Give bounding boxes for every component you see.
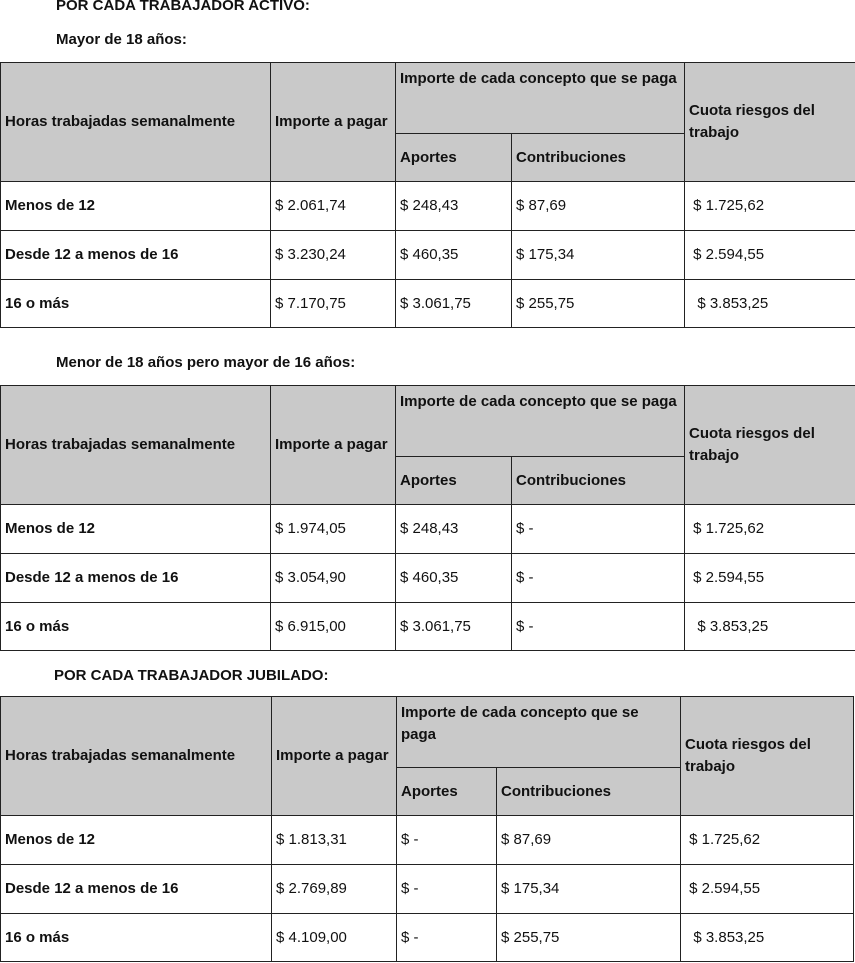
amount-cell: $ 3.054,90 [271,554,396,603]
header-amount: Importe a pagar [271,63,396,182]
header-aportes: Aportes [396,457,512,505]
aportes-cell: $ 3.061,75 [396,280,512,328]
riesgo-cell: $ 3.853,25 [685,603,855,651]
fee-table-menor-18 [0,385,855,651]
table-row [1,554,855,603]
header-contribuciones: Contribuciones [512,134,685,182]
table-row [1,182,855,231]
table-row [1,231,855,280]
contribuciones-cell: $ - [512,554,685,603]
contribuciones-cell: $ 87,69 [497,816,681,865]
header-hours: Horas trabajadas semanalmente [1,386,271,505]
row-label: 16 o más [1,914,272,962]
contribuciones-cell: $ 87,69 [512,182,685,231]
riesgo-cell: $ 1.725,62 [685,182,855,231]
amount-cell: $ 6.915,00 [271,603,396,651]
header-concept: Importe de cada concepto que se paga [396,63,685,134]
header-riesgo: Cuota riesgos del trabajo [681,697,854,816]
contribuciones-cell: $ - [512,603,685,651]
header-aportes: Aportes [397,768,497,816]
riesgo-cell: $ 2.594,55 [685,231,855,280]
riesgo-cell: $ 2.594,55 [685,554,855,603]
section-title-jubilado: POR CADA TRABAJADOR JUBILADO: [54,667,329,684]
row-label: Menos de 12 [1,182,271,231]
aportes-cell: $ 460,35 [396,231,512,280]
table-row [1,280,855,328]
table-row [1,505,855,554]
header-contribuciones: Contribuciones [512,457,685,505]
aportes-cell: $ 248,43 [396,505,512,554]
fee-table-mayor-18 [0,62,855,328]
aportes-cell: $ 3.061,75 [396,603,512,651]
subtitle-mayor-18: Mayor de 18 años: [56,31,187,48]
table-row [1,816,854,865]
row-label: 16 o más [1,280,271,328]
contribuciones-cell: $ 255,75 [497,914,681,962]
riesgo-cell: $ 3.853,25 [681,914,854,962]
riesgo-cell: $ 3.853,25 [685,280,855,328]
amount-cell: $ 2.061,74 [271,182,396,231]
aportes-cell: $ - [397,914,497,962]
row-label: 16 o más [1,603,271,651]
header-contribuciones: Contribuciones [497,768,681,816]
header-riesgo: Cuota riesgos del trabajo [685,386,855,505]
header-hours: Horas trabajadas semanalmente [1,697,272,816]
section-title-activo: POR CADA TRABAJADOR ACTIVO: [56,0,310,14]
fee-table-jubilado [0,696,854,962]
header-amount: Importe a pagar [272,697,397,816]
aportes-cell: $ 248,43 [396,182,512,231]
row-label: Menos de 12 [1,505,271,554]
riesgo-cell: $ 1.725,62 [681,816,854,865]
header-concept: Importe de cada concepto que se paga [397,697,681,768]
contribuciones-cell: $ 175,34 [497,865,681,914]
header-aportes: Aportes [396,134,512,182]
amount-cell: $ 2.769,89 [272,865,397,914]
subtitle-menor-18: Menor de 18 años pero mayor de 16 años: [56,354,356,371]
row-label: Desde 12 a menos de 16 [1,554,271,603]
table-row [1,603,855,651]
header-hours: Horas trabajadas semanalmente [1,63,271,182]
contribuciones-cell: $ 175,34 [512,231,685,280]
row-label: Desde 12 a menos de 16 [1,865,272,914]
amount-cell: $ 3.230,24 [271,231,396,280]
contribuciones-cell: $ 255,75 [512,280,685,328]
contribuciones-cell: $ - [512,505,685,554]
riesgo-cell: $ 2.594,55 [681,865,854,914]
table-row [1,865,854,914]
aportes-cell: $ - [397,816,497,865]
aportes-cell: $ - [397,865,497,914]
row-label: Desde 12 a menos de 16 [1,231,271,280]
riesgo-cell: $ 1.725,62 [685,505,855,554]
amount-cell: $ 1.974,05 [271,505,396,554]
amount-cell: $ 4.109,00 [272,914,397,962]
aportes-cell: $ 460,35 [396,554,512,603]
table-row [1,914,854,962]
amount-cell: $ 7.170,75 [271,280,396,328]
header-riesgo: Cuota riesgos del trabajo [685,63,855,182]
header-concept: Importe de cada concepto que se paga [396,386,685,457]
row-label: Menos de 12 [1,816,272,865]
header-amount: Importe a pagar [271,386,396,505]
amount-cell: $ 1.813,31 [272,816,397,865]
